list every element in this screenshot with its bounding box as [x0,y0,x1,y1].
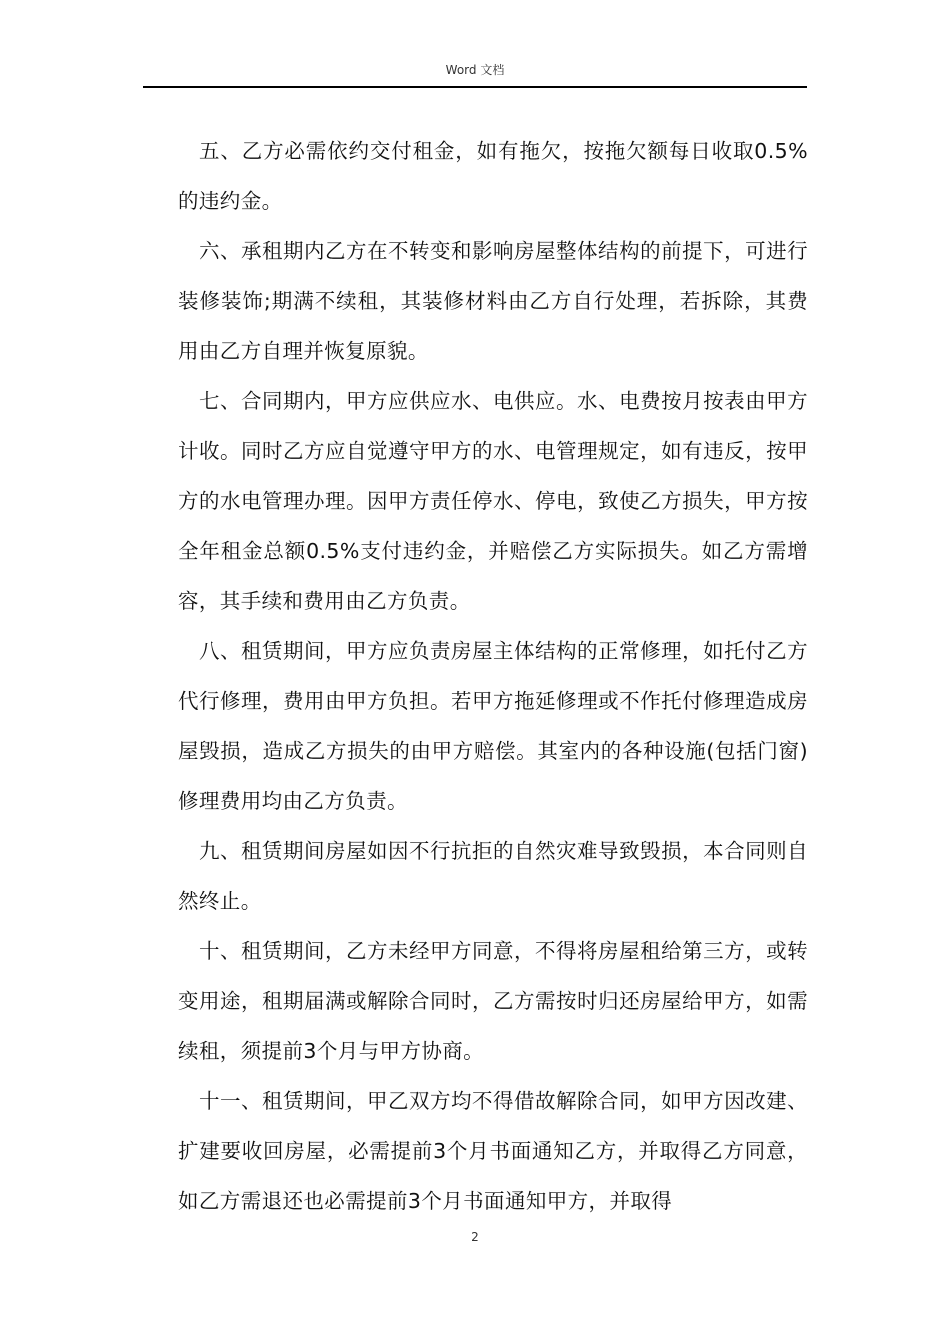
document-body [178,126,808,1226]
header-divider [143,86,807,88]
clause-10-paragraph: 十、租赁期间，乙方未经甲方同意，不得将房屋租给第三方，或转变用途，租期届满或解除合同时，乙方需按时归还房屋给甲方，如需续租，须提前3个月与甲方协商。 [178,939,808,1063]
clause-5-paragraph: 五、乙方必需依约交付租金，如有拖欠，按拖欠额每日收取0.5%的违约金。 [178,139,808,213]
clause-9-paragraph: 九、租赁期间房屋如因不行抗拒的自然灾难导致毁损，本合同则自然终止。 [178,839,808,913]
clause-11-paragraph: 十一、租赁期间，甲乙双方均不得借故解除合同，如甲方因改建、扩建要收回房屋，必需提前3个月书面通知乙方，并取得乙方同意，如乙方需退还也必需提前3个月书面通知甲方，并取得 [178,1089,808,1213]
clause-6-paragraph: 六、承租期内乙方在不转变和影响房屋整体结构的前提下，可进行装修装饰;期满不续租，其装修材料由乙方自行处理，若拆除，其费用由乙方自理并恢复原貌。 [178,239,808,363]
clause-7-paragraph: 七、合同期内，甲方应供应水、电供应。水、电费按月按表由甲方计收。同时乙方应自觉遵守甲方的水、电管理规定，如有违反，按甲方的水电管理办理。因甲方责任停水、停电，致使乙方损失，甲方按全年租金总额0.5%支付违约金，并赔偿乙方实际损失。如乙方需增容，其手续和费用由乙方负责。 [178,389,808,613]
page-header-title: Word 文档 [445,63,505,77]
page-number: 2 [471,1230,479,1244]
clause-8-paragraph: 八、租赁期间，甲方应负责房屋主体结构的正常修理，如托付乙方代行修理，费用由甲方负担。若甲方拖延修理或不作托付修理造成房屋毁损，造成乙方损失的由甲方赔偿。其室内的各种设施(包括门窗)修理费用均由乙方负责。 [178,639,808,813]
